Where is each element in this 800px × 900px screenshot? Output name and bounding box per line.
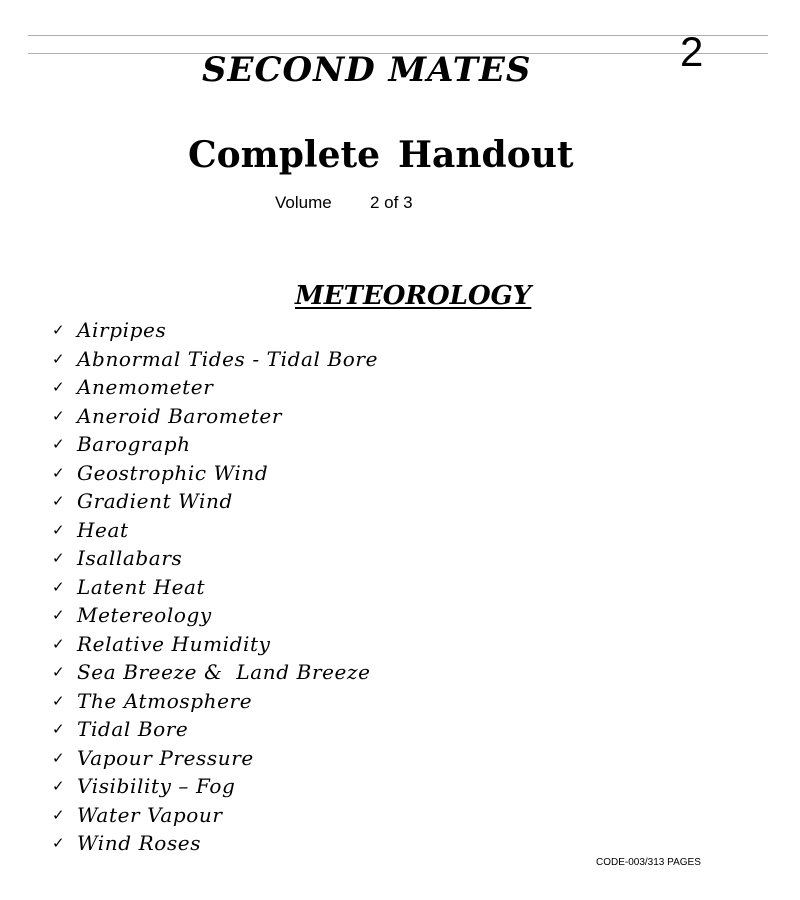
header-rule-top (28, 35, 768, 36)
checkmark-icon: ✓ (52, 748, 65, 767)
topic-item (52, 658, 378, 687)
topic-label: Aneroid Barometer (77, 403, 282, 428)
topic-item (52, 801, 378, 830)
volume-label: Volume (275, 193, 332, 212)
topic-label: Sea Breeze & Land Breeze (77, 660, 371, 685)
topic-label: Geostrophic Wind (77, 460, 269, 485)
topic-label: Water Vapour (77, 802, 223, 827)
checkmark-icon: ✓ (52, 406, 65, 425)
checkmark-icon: ✓ (52, 549, 65, 568)
section-heading: METEOROLOGY (295, 281, 532, 311)
topic-label: Heat (77, 517, 129, 542)
document-title: SECOND MATES (202, 50, 532, 90)
checkmark-icon: ✓ (52, 435, 65, 454)
topic-item (52, 687, 378, 716)
subtitle-word-complete: Complete (188, 134, 381, 176)
topic-label: Vapour Pressure (77, 745, 254, 770)
topic-item (52, 487, 378, 516)
checkmark-icon: ✓ (52, 720, 65, 739)
checkmark-icon: ✓ (52, 463, 65, 482)
topic-item (52, 459, 378, 488)
topic-item (52, 345, 378, 374)
checkmark-icon: ✓ (52, 349, 65, 368)
topic-item (52, 601, 378, 630)
topic-label: The Atmosphere (77, 688, 253, 713)
topic-label: Relative Humidity (77, 631, 271, 656)
checkmark-icon: ✓ (52, 378, 65, 397)
topic-label: Latent Heat (77, 574, 206, 599)
checkmark-icon: ✓ (52, 492, 65, 511)
checkmark-icon: ✓ (52, 321, 65, 340)
topic-item (52, 772, 378, 801)
topic-item (52, 430, 378, 459)
subtitle-word-handout: Handout (398, 134, 574, 176)
topic-item (52, 544, 378, 573)
topic-item (52, 829, 378, 858)
topic-label: Abnormal Tides - Tidal Bore (77, 346, 379, 371)
topic-item (52, 715, 378, 744)
checkmark-icon: ✓ (52, 577, 65, 596)
checkmark-icon: ✓ (52, 805, 65, 824)
topic-label: Wind Roses (77, 831, 202, 856)
topic-label: Airpipes (77, 318, 167, 343)
topic-label: Metereology (77, 603, 212, 628)
volume-value: 2 of 3 (370, 193, 413, 212)
topic-label: Barograph (77, 432, 191, 457)
topic-label: Tidal Bore (77, 717, 189, 742)
topic-item (52, 316, 378, 345)
checkmark-icon: ✓ (52, 777, 65, 796)
topic-label: Gradient Wind (77, 489, 233, 514)
checkmark-icon: ✓ (52, 634, 65, 653)
topic-label: Visibility – Fog (77, 774, 236, 799)
document-subtitle (188, 133, 574, 177)
checkmark-icon: ✓ (52, 606, 65, 625)
checkmark-icon: ✓ (52, 691, 65, 710)
checkmark-icon: ✓ (52, 663, 65, 682)
topic-item (52, 744, 378, 773)
checkmark-icon: ✓ (52, 520, 65, 539)
topic-label: Anemometer (77, 375, 214, 400)
topic-item (52, 630, 378, 659)
topic-list (52, 316, 378, 858)
topic-item (52, 402, 378, 431)
footer-page-code: CODE-003/313 PAGES (596, 857, 701, 868)
topic-item (52, 573, 378, 602)
checkmark-icon: ✓ (52, 834, 65, 853)
topic-label: Isallabars (77, 546, 183, 571)
page-number: 2 (680, 28, 704, 75)
topic-item (52, 373, 378, 402)
topic-item (52, 516, 378, 545)
